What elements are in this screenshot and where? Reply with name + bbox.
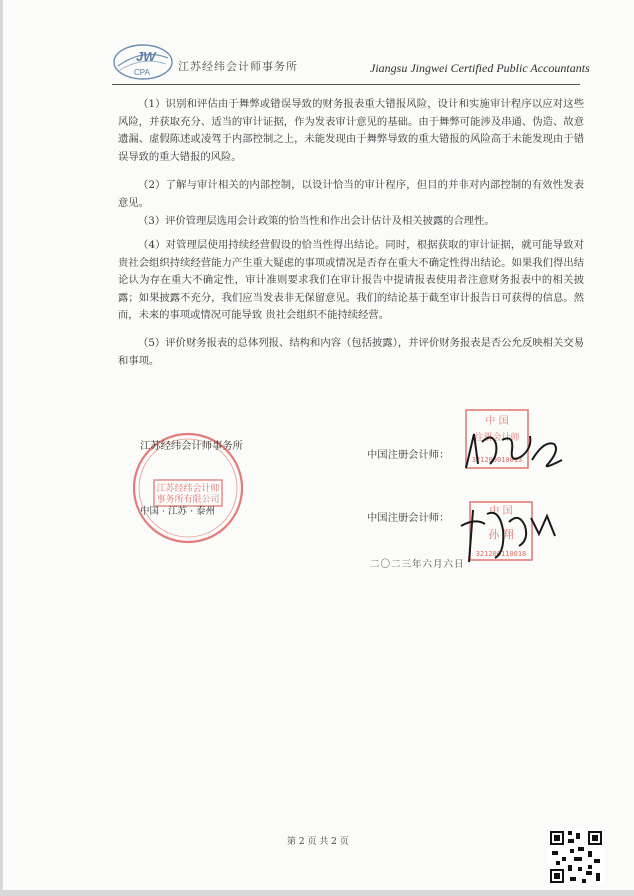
paragraph-5: （5）评价财务报表的总体列报、结构和内容（包括披露），并评价财务报表是否公允反映相关交易和事项。 — [118, 337, 584, 367]
stamp2-number: 321200110018 — [475, 550, 527, 558]
report-date: 二〇二三年六月六日 — [370, 559, 465, 570]
paragraph-2: （2）了解与审计相关的内部控制，以设计恰当的审计程序，但目的并非对内部控制的有效性发表意见。 — [118, 179, 584, 209]
firm-signature-line: 江苏经纬会计师事务所 — [140, 440, 243, 452]
logo-subtext: CPA — [134, 68, 150, 77]
firm-logo-icon — [112, 42, 174, 82]
page-number: 第 2 页 共 2 页 — [287, 837, 349, 847]
svg-text:事务所有限公司: 事务所有限公司 — [156, 495, 220, 505]
svg-text:江苏经纬会计师: 江苏经纬会计师 — [156, 484, 220, 494]
paragraph-1: （1）识别和评估由于舞弊或错误导致的财务报表重大错报风险，设计和实施审计程序以应对这些风险，并获取充分、适当的审计证据，作为发表审计意见的基础。由于舞弊可能涉及串通、伪造、故意遗漏、虚假陈述或凌驾于内部控制之上，未能发现由于舞弊导致的重大错报的风险高于未能发现由于错误导致的重大错报的风险。 — [118, 98, 584, 163]
firm-location: 中国 · 江苏 · 泰州 — [140, 506, 216, 517]
stamp2-top: 中 国 — [489, 506, 513, 517]
cpa-label-2: 中国注册会计师： — [367, 512, 450, 524]
stamp2-name: 孙 翔 — [488, 528, 514, 541]
header-divider — [112, 84, 580, 85]
logo-text: JW — [136, 49, 156, 64]
page-edge-bottom — [0, 890, 634, 896]
cpa-handwritten-signature-2 — [455, 500, 565, 570]
paragraph-3: （3）评价管理层选用会计政策的恰当性和作出会计估计及相关披露的合理性。 — [138, 215, 495, 227]
firm-name-chinese: 江苏经纬会计师事务所 — [178, 60, 298, 73]
firm-name-english: Jiangsu Jingwei Certified Public Accountants — [370, 61, 590, 75]
stamp1-number: 321200010013 — [471, 456, 523, 464]
cpa-handwritten-signature-1 — [452, 420, 572, 480]
paragraph-4: （4）对管理层使用持续经营假设的恰当性得出结论。同时，根据获取的审计证据，就可能导致对 贵社会组织持续经营能力产生重大疑虑的事项或情况是否存在重大不确定性得出结论。如果我们得出结论认为存在重大不确定性，审计准则要求我们在审计报告中提请报表使用者注意财务报表中的相关披露；如果披露不充分，我们应当发表非无保留意见。我们的结论基于截至审计报告日可获得的信息。然而，未来的事项或情况可能导致 贵社会组织不能持续经营。 — [118, 239, 584, 321]
cpa-label-1: 中国注册会计师： — [367, 449, 450, 461]
qr-code-icon — [548, 829, 604, 885]
page-edge-left — [0, 0, 3, 896]
stamp1-mid: 注册会计师 — [474, 433, 520, 443]
stamp1-top: 中 国 — [485, 416, 509, 427]
